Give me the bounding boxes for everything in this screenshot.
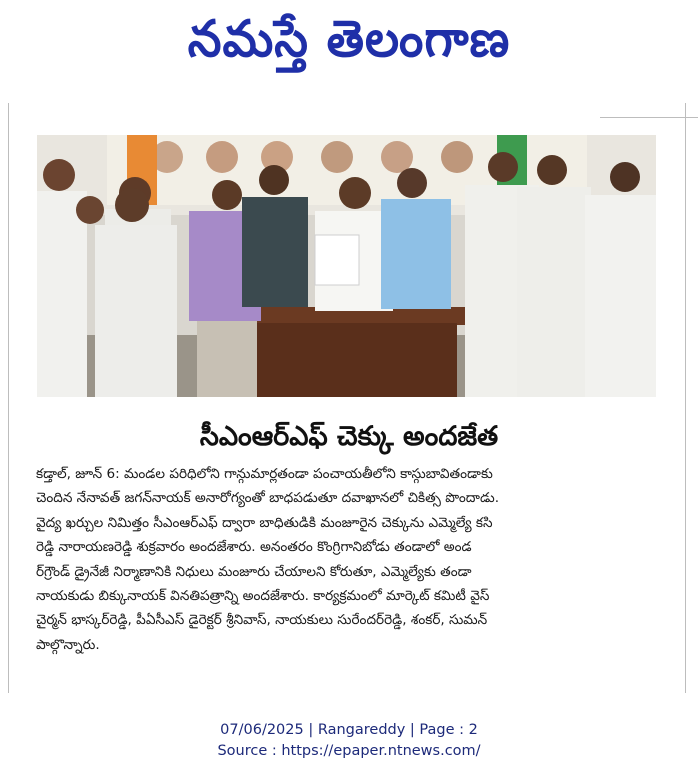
- article-line: పాల్గొన్నారు.: [36, 636, 100, 653]
- masthead: [0, 4, 698, 84]
- news-photo: [37, 135, 656, 397]
- column-rule-right: [685, 103, 686, 693]
- article-line: వైద్య ఖర్చుల నిమిత్తం సీఎంఆర్ఎఫ్ ద్వారా బాధితుడికి మంజూరైన చెక్కును ఎమ్మెల్యే కసి: [36, 514, 493, 531]
- newspaper-title: నమస్తే తెలంగాణ: [187, 9, 511, 69]
- article-line: నాయకుడు బిక్కునాయక్ వినతిపత్రాన్ని అందజేశారు. కార్యక్రమంలో మార్కెట్ కమిటీ వైస్: [36, 588, 490, 605]
- footer-source: Source : https://epaper.ntnews.com/: [217, 743, 481, 759]
- article-line: రెడ్డి నారాయణరెడ్డి శుక్రవారం అందజేశారు. అనంతరం కొంగ్రిగానిబోడు తండాలో అండ: [36, 539, 472, 556]
- article-headline: సీఎంఆర్ఎఫ్ చెక్కు అందజేత: [199, 421, 499, 452]
- article-line: కడ్తాల్, జూన్ 6: మండల పరిధిలోని గాన్గుమార్లతండా పంచాయతీలోని కాస్గుబావితండాకు: [36, 466, 493, 482]
- page-footer: [0, 720, 698, 762]
- article-line: చెందిన నేనావత్ జగన్‌నాయక్ అనారోగ్యంతో బాధపడుతూ దవాఖానలో చికిత్స పొందాడు.: [36, 490, 500, 507]
- article-line: చైర్మన్ భాస్కర్‌రెడ్డి, పీఏసీఎస్ డైరెక్టర్ శ్రీనివాస్, నాయకులు సురేందర్‌రెడ్డి, శంకర్, సుమన్: [36, 612, 488, 629]
- column-rule-left: [8, 103, 9, 693]
- column-rule-top: [600, 117, 698, 118]
- article-body: [36, 462, 656, 657]
- article-line: ర్‌గ్రౌండ్ డ్రైనేజీ నిర్మాణానికి నిధులు మంజూరు చేయాలని కోరుతూ, ఎమ్మెల్యేకు తండా: [36, 563, 472, 580]
- footer-date-edition: 07/06/2025 | Rangareddy | Page : 2: [220, 722, 478, 738]
